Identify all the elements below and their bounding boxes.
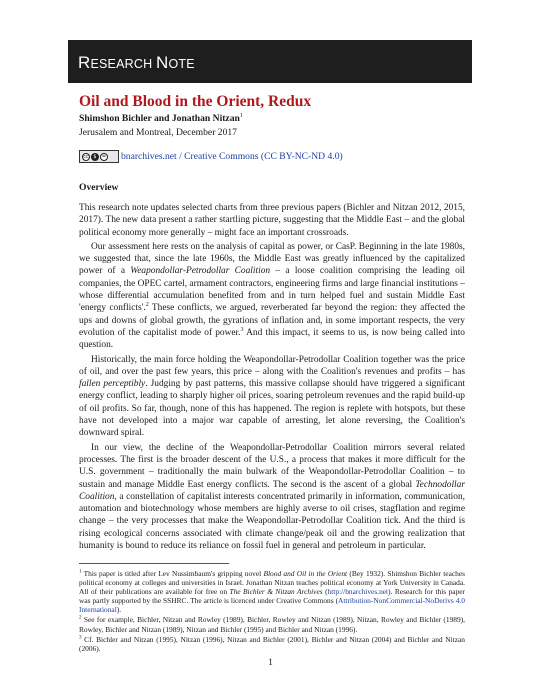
creative-commons-badge-icon[interactable] — [79, 150, 119, 163]
footnote-1-text-c: ( — [322, 587, 328, 597]
paragraph-2-text-a: Our assessment here rests on the analysis of capital as power, or CasP. Beginning in the late 1980s, we suggested that, since the late 1960s, the Middle East was greatly influenced by the capitalized power of a — [79, 241, 465, 277]
paragraph-3-text-b: . Judging by past patterns, this massive collapse should have triggered a significant energy conflict, leading to sharply higher oil prices, soaring petroleum revenues and the rapid build-up of oil profits. So far, though, none of this has happened. The region is replete with hotspots, but these have not developed into a major war capable of arresting, let alone reversing, the Coalition's downward spiral. — [79, 379, 465, 439]
page-number: 1 — [268, 657, 273, 668]
footnote-1-marker: 1 — [79, 569, 82, 575]
footnote-2 — [79, 615, 465, 633]
banner-text-ote: OTE — [168, 57, 195, 71]
paper-dateline: Jerusalem and Montreal, December 2017 — [79, 127, 237, 138]
paragraph-1: This research note updates selected charts from three previous papers (Bichler and Nitzan 2012, 2015, 2017). The new data present a rather startling picture, suggesting that the Middle East – and the global political economy more generally – might face an important crossroads. — [79, 203, 465, 238]
section-heading-overview: Overview — [79, 182, 119, 193]
footnote-1 — [79, 569, 465, 614]
footnote-1-text-d: ). Research for this paper was partly supported by the SSHRC. The article is licenced under Creative Commons ( — [79, 587, 465, 606]
authors-footnote-marker: 1 — [239, 113, 243, 119]
footnote-1-text-a: This paper is titled after Lev Nussimbaum's gripping novel — [81, 569, 264, 578]
footnotes — [79, 569, 465, 654]
archives-link[interactable]: http://bnarchives.net — [327, 587, 389, 597]
footnote-1-text-e: ). — [116, 605, 122, 615]
footnote-ref-2[interactable]: 2 — [145, 302, 149, 309]
banner-text-esearch: ESEARCH — [90, 57, 156, 71]
license-terms-link[interactable]: Attribution-NonCommercial-NoDerivs 4.0 International — [79, 596, 465, 615]
noderivs-icon: = — [101, 153, 107, 160]
banner-letter-r: R — [78, 53, 91, 72]
footnote-2-marker: 2 — [79, 616, 82, 621]
footnote-1-italic-2: The Bichler & Nitzan Archives — [229, 587, 323, 597]
paragraph-4-italic: Technodollar Coalition — [79, 479, 465, 502]
research-note-banner — [68, 40, 472, 83]
paper-title: Oil and Blood in the Orient, Redux — [79, 93, 312, 110]
paragraph-4-text-b: , a constellation of capitalist interests concentrated primarily in information, communication, automation and biotechnology whose members are highly averse to oil crises, stagflation and regime change – the very processes that make the Weapondollar-Petrodollar Coalition tick. And the third is rising ecological concerns associated with climate change/peak oil and the growing realization that humanity is bound to reduce its reliance on fossil fuel in general and petroleum in particular. — [79, 491, 465, 552]
paragraph-2-italic: Weapondollar-Petrodollar Coalition — [130, 266, 271, 277]
paragraph-4 — [79, 442, 465, 553]
banner-letter-n: N — [156, 53, 169, 72]
footnote-ref-3[interactable]: 3 — [240, 326, 244, 333]
paragraph-2 — [79, 241, 465, 352]
body-text — [79, 202, 465, 554]
authors-names: Shimshon Bichler and Jonathan Nitzan — [79, 113, 240, 125]
paragraph-4-text-a: In our view, the decline of the Weapondollar-Petrodollar Coalition mirrors several related processes. The first is the broader descent of the U.S., a process that makes it more difficult for the U.S. government – traditionally the main bulwark of the Weapondollar-Petrodollar Coalition – to sustain and manage Middle East energy conflicts. The second is the ascent of a global — [79, 442, 465, 490]
paragraph-2-text-d: And this impact, it seems to us, is now being called into question. — [79, 327, 465, 351]
paragraph-3 — [79, 354, 465, 440]
paragraph-2-text-b: – a loose coalition comprising the leading oil companies, the OPEC cartel, armament contractors, engineering firms and large financial institutions – whose differential accumulation benefited from and in turn helped fuel and sustain Middle East 'energy conflicts'. — [79, 266, 465, 314]
footnote-divider — [79, 563, 229, 564]
footnote-3-marker: 3 — [79, 635, 82, 641]
noncommercial-icon: $ — [91, 153, 99, 161]
footnote-3-text: Cf. Bichler and Nitzan (1995), Nitzan (1996), Nitzan and Bichler (2001), Bichler and Nitzan (2004) and Bichler and Nitzan (2006). — [79, 634, 465, 653]
footnote-2-text: See for example, Bichler, Nitzan and Rowley (1989), Bichler, Rowley and Nitzan (1989), Nitzan, Rowley and Bichler (1989), Rowley, Bichler and Nitzan (1989), Nitzan and Bichler (1995) and Bichler and Nitzan (1996). — [79, 615, 465, 634]
cc-icon: cc — [83, 153, 89, 160]
footnote-1-text-b: (Bey 1932). Shimshon Bichler teaches political economy at colleges and universities in Israel. Jonathan Nitzan teaches political economy at York University in Canada. All of their publications are available for free on — [79, 569, 466, 597]
paper-authors — [79, 113, 243, 124]
footnote-1-italic: Blood and Oil in the Orient — [263, 569, 348, 578]
license-link[interactable]: bnarchives.net / Creative Commons (CC BY-NC-ND 4.0) — [121, 151, 343, 162]
paragraph-3-italic: fallen perceptibly — [79, 379, 146, 390]
paragraph-2-text-c: These conflicts, we argued, reverberated far beyond the region: they affected the ups and downs of global growth, the gyrations of inflation and, in some important respects, the very evolution of the capitalist mode of power. — [79, 303, 465, 338]
footnote-3 — [79, 635, 465, 653]
paragraph-3-text-a: Historically, the main force holding the Weapondollar-Petrodollar Coalition together was the price of oil, and over the past few years, this price – along with the Coalition's revenues and profits – has — [79, 354, 465, 377]
